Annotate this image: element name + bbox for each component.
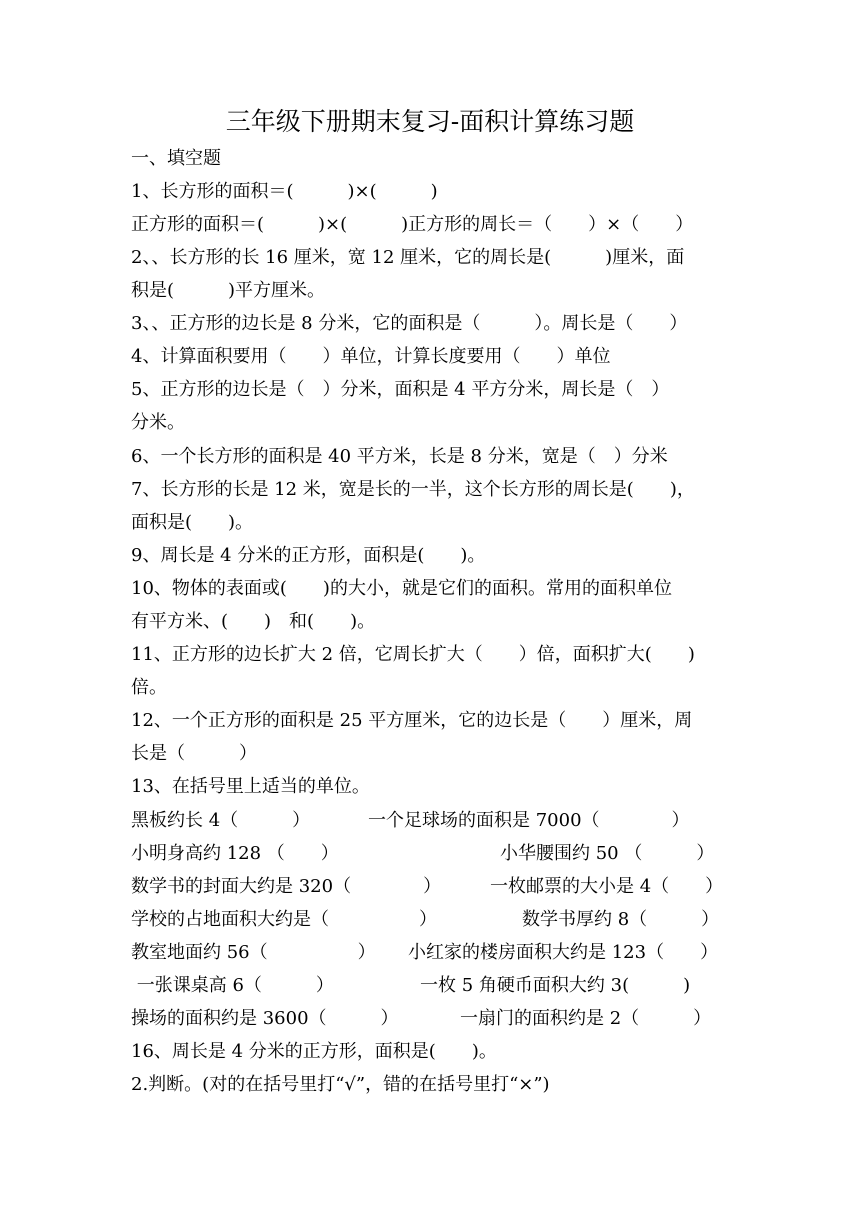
unit-item-right: 一个足球场的面积是 7000（ ）: [368, 810, 690, 831]
question-line: 正方形的面积＝( )×( )正方形的周长＝（ ）×（ ）: [131, 214, 694, 235]
question-line: 6、一个长方形的面积是 40 平方米，长是 8 分米，宽是（ ）分米: [131, 446, 668, 467]
question-line: 7、长方形的长是 12 米，宽是长的一半，这个长方形的周长是( )，: [131, 479, 695, 500]
unit-item-right: 一枚邮票的大小是 4（ ）: [490, 876, 724, 897]
question-line: 4、计算面积要用（ ）单位，计算长度要用（ ）单位: [131, 346, 611, 367]
unit-item-right: 小红家的楼房面积大约是 123（ ）: [408, 942, 719, 963]
section-heading: 2.判断。(对的在括号里打“√”，错的在括号里打“×”): [131, 1074, 550, 1095]
unit-item-left: 黑板约长 4（ ）: [131, 810, 311, 831]
question-line: 2、、长方形的长 16 厘米，宽 12 厘米，它的周长是( )厘米，面: [131, 247, 685, 268]
unit-item-left: 操场的面积约是 3600（ ）: [131, 1008, 399, 1029]
question-line: 有平方米、( ) 和( )。: [131, 611, 376, 632]
question-line: 3、、正方形的边长是 8 分米，它的面积是（ ）。周长是（ ）: [131, 313, 688, 334]
question-line: 9、周长是 4 分米的正方形，面积是( )。: [131, 545, 486, 566]
unit-item-right: 一扇门的面积约是 2（ ）: [460, 1008, 712, 1029]
unit-item-left: 小明身高约 128 （ ）: [131, 843, 339, 864]
question-line: 13、在括号里上适当的单位。: [131, 776, 370, 797]
question-line: 1、长方形的面积＝( )×( ): [131, 181, 438, 202]
question-line: 积是( )平方厘米。: [131, 280, 326, 301]
unit-item-right: 一枚 5 角硬币面积大约 3( ): [420, 975, 691, 996]
unit-item-left: 数学书的封面大约是 320（ ）: [131, 876, 442, 897]
unit-item-left: 一张课桌高 6（ ）: [131, 975, 334, 996]
unit-item-left: 教室地面约 56（ ）: [131, 942, 376, 963]
question-line: 10、物体的表面或( )的大小，就是它们的面积。常用的面积单位: [131, 578, 672, 599]
unit-item-right: 小华腰围约 50 （ ）: [500, 843, 715, 864]
question-line: 11、正方形的边长扩大 2 倍，它周长扩大（ ）倍，面积扩大( ): [131, 644, 695, 665]
question-line: 长是（ ）: [131, 743, 257, 764]
unit-item-right: 数学书厚约 8（ ）: [522, 909, 720, 930]
section-heading: 一、填空题: [131, 148, 221, 169]
question-line: 分米。: [131, 412, 185, 433]
question-line: 5、正方形的边长是（ ）分米，面积是 4 平方分米，周长是（ ）: [131, 379, 670, 400]
page-title: 三年级下册期末复习-面积计算练习题: [225, 107, 635, 136]
question-line: 12、一个正方形的面积是 25 平方厘米，它的边长是（ ）厘米，周: [131, 710, 693, 731]
question-line: 16、周长是 4 分米的正方形，面积是( )。: [131, 1041, 497, 1062]
unit-item-left: 学校的占地面积大约是（ ）: [131, 909, 437, 930]
question-line: 倍。: [131, 677, 167, 698]
question-line: 面积是( )。: [131, 512, 254, 533]
